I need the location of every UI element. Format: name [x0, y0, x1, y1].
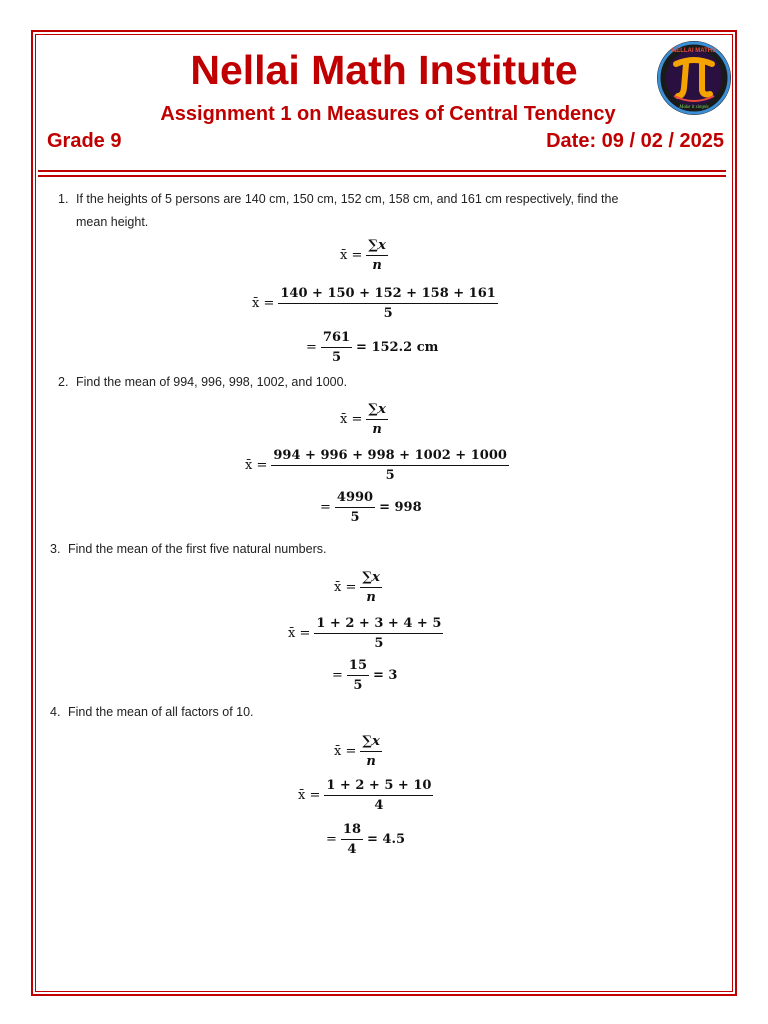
substitution-step: [245, 448, 513, 483]
formula-denominator: n: [372, 258, 382, 273]
formula-denominator: n: [372, 422, 382, 437]
count-denominator: 5: [353, 678, 363, 693]
mean-formula: [334, 570, 386, 605]
formula-lhs: x̄ =: [340, 248, 363, 263]
sum-numerator: 1 + 2 + 5 + 10: [324, 778, 433, 796]
formula-denominator: n: [366, 590, 376, 605]
result-value: = 3: [373, 668, 398, 683]
total-numerator: 761: [321, 330, 352, 348]
grade-label: Grade 9: [47, 130, 122, 152]
mean-formula: [340, 238, 392, 273]
logo-text: NELLAI MATHS: [671, 48, 717, 54]
result-step: [326, 822, 405, 857]
formula-numerator: ∑x: [366, 238, 388, 256]
result-step: [320, 490, 422, 525]
formula-lhs: x̄ =: [298, 788, 321, 803]
formula-lhs: x̄ =: [334, 744, 357, 759]
institute-title: Nellai Math Institute: [190, 47, 578, 93]
count-denominator: 5: [331, 350, 341, 365]
sum-numerator: 140 + 150 + 152 + 158 + 161: [278, 286, 497, 304]
question-number: 2.: [58, 375, 69, 389]
formula-numerator: ∑x: [360, 734, 382, 752]
total-numerator: 4990: [335, 490, 375, 508]
total-numerator: 18: [341, 822, 363, 840]
assignment-subtitle: Assignment 1 on Measures of Central Tendency: [160, 103, 616, 125]
question-text: Find the mean of 994, 996, 998, 1002, and 1000.: [76, 375, 348, 389]
formula-numerator: ∑x: [366, 402, 388, 420]
question-3: [50, 538, 326, 561]
result-value: = 152.2 cm: [356, 340, 439, 355]
question-text: mean height.: [76, 215, 149, 229]
sum-numerator: 1 + 2 + 3 + 4 + 5: [314, 616, 443, 634]
formula-lhs: x̄ =: [334, 580, 357, 595]
count-denominator: 4: [347, 842, 357, 857]
header-rule: [38, 175, 726, 177]
question-text: If the heights of 5 persons are 140 cm, 150 cm, 152 cm, 158 cm, and 161 cm respectively, find the: [76, 192, 619, 206]
substitution-step: [252, 286, 502, 321]
result-value: = 4.5: [367, 832, 406, 847]
count-denominator: 5: [374, 636, 384, 651]
question-1: [58, 188, 618, 234]
count-denominator: 5: [385, 468, 395, 483]
formula-lhs: x̄ =: [252, 296, 275, 311]
question-text: Find the mean of the first five natural numbers.: [68, 542, 327, 556]
equals-sign: =: [326, 832, 337, 847]
result-value: = 998: [379, 500, 422, 515]
logo-tagline: Make it simple: [679, 105, 709, 110]
header-rule: [38, 170, 726, 172]
institute-logo: [656, 40, 732, 116]
count-denominator: 4: [374, 798, 384, 813]
formula-lhs: x̄ =: [245, 458, 268, 473]
question-number: 1.: [58, 192, 69, 206]
count-denominator: 5: [383, 306, 393, 321]
equals-sign: =: [332, 668, 343, 683]
question-text: Find the mean of all factors of 10.: [68, 705, 254, 719]
equals-sign: =: [320, 500, 331, 515]
date-label: Date: 09 / 02 / 2025: [546, 130, 724, 152]
question-number: 3.: [50, 542, 61, 556]
question-number: 4.: [50, 705, 61, 719]
substitution-step: [288, 616, 447, 651]
result-step: [332, 658, 397, 693]
count-denominator: 5: [350, 510, 360, 525]
formula-lhs: x̄ =: [288, 626, 311, 641]
formula-numerator: ∑x: [360, 570, 382, 588]
result-step: [306, 330, 438, 365]
substitution-step: [298, 778, 437, 813]
formula-denominator: n: [366, 754, 376, 769]
equals-sign: =: [306, 340, 317, 355]
total-numerator: 15: [347, 658, 369, 676]
sum-numerator: 994 + 996 + 998 + 1002 + 1000: [271, 448, 509, 466]
question-2: [58, 371, 347, 394]
formula-lhs: x̄ =: [340, 412, 363, 427]
mean-formula: [340, 402, 392, 437]
question-4: [50, 701, 254, 724]
mean-formula: [334, 734, 386, 769]
